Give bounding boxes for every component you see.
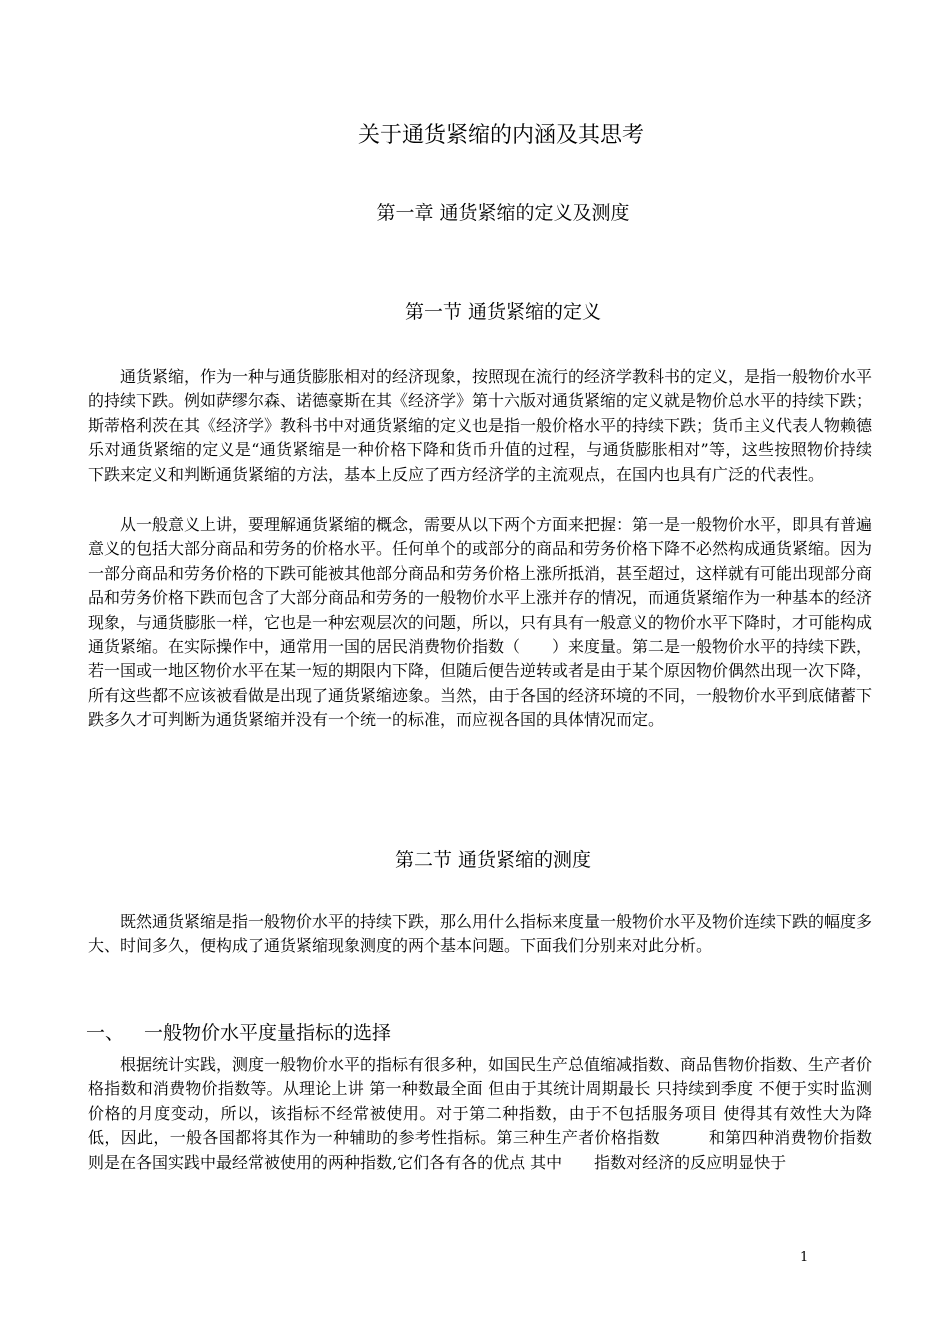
subsection-number: 一、 xyxy=(86,1022,125,1044)
document-title: 关于通货紧缩的内涵及其思考 xyxy=(357,123,644,148)
subsection-heading xyxy=(86,1018,391,1045)
chapter-heading: 第一章 通货紧缩的定义及测度 xyxy=(376,202,630,224)
section-1-heading: 第一节 通货紧缩的定义 xyxy=(404,301,602,323)
section-2-intro-paragraph: 既然通货紧缩是指一般物价水平的持续下跌，那么用什么指标来度量一般物价水平及物价连续下跌的幅度多大、时间多久，便构成了通货紧缩现象测度的两个基本问题。下面我们分别来对此分析。 xyxy=(88,912,873,956)
section-2-heading: 第二节 通货紧缩的测度 xyxy=(394,849,592,871)
section-1-paragraph-2: 从一般意义上讲，要理解通货紧缩的概念，需要从以下两个方面来把握：第一是一般物价水平，即具有普遍意义的包括大部分商品和劳务的价格水平。任何单个的或部分的商品和劳务价格下降不必然构成通货紧缩。因为一部分商品和劳务价格的下跌可能被其他部分商品和劳务价格上涨所抵消，甚至超过，这样就有可能出现部分商品和劳务价格下跌而包含了大部分商品和劳务的一般物价水平上涨并存的情况，而通货紧缩作为一种基本的经济现象，与通货膨胀一样，它也是一种宏观层次的问题，所以，只有具有一般意义的物价水平下降时，才可能构成通货紧缩。在实际操作中，通常用一国的居民消费物价指数（ ）来度量。第二是一般物价水平的持续下跌，若一国或一地区物价水平在某一短的期限内下降，但随后便告逆转或者是由于某个原因物价偶然出现一次下降，所有这些都不应该被看做是出现了通货紧缩迹象。当然，由于各国的经济环境的不同，一般物价水平到底储蓄下跌多久才可判断为通货紧缩并没有一个统一的标准，而应视各国的具体情况而定。 xyxy=(88,515,873,730)
section-1-paragraph-1: 通货紧缩，作为一种与通货膨胀相对的经济现象，按照现在流行的经济学教科书的定义，是指一般物价水平的持续下跌。例如萨缪尔森、诺德豪斯在其《经济学》第十六版对通货紧缩的定义就是物价总水平的持续下跌；斯蒂格利茨在其《经济学》教科书中对通货紧缩的定义也是指一般价格水平的持续下跌；货币主义代表人物赖德乐对通货紧缩的定义是“通货紧缩是一种价格下降和货币升值的过程，与通货膨胀相对”等，这些按照物价持续下跌来定义和判断通货紧缩的方法，基本上反应了西方经济学的主流观点，在国内也具有广泛的代表性。 xyxy=(88,367,873,484)
page-number: 1 xyxy=(800,1250,809,1265)
subsection-paragraph: 根据统计实践，测度一般物价水平的指标有很多种，如国民生产总值缩减指数、商品售物价指数、生产者价格指数和消费物价指数等。从理论上讲 第一种数最全面 但由于其统计周期最长 只持续到季度 不便于实时监测价格的月度变动，所以，该指标不经常被使用。对于第二种指数，由于不包括服务项目 使得其有效性大为降低，因此，一般各国都将其作为一种辅助的参考性指标。第三种生产者价格指数 和第四种消费物价指数 则是在各国实践中最经常被使用的两种指数,它们各有各的优点 其中 指数对经济的反应明显快于 xyxy=(88,1055,921,1172)
subsection-title: 一般物价水平度量指标的选择 xyxy=(144,1022,392,1044)
